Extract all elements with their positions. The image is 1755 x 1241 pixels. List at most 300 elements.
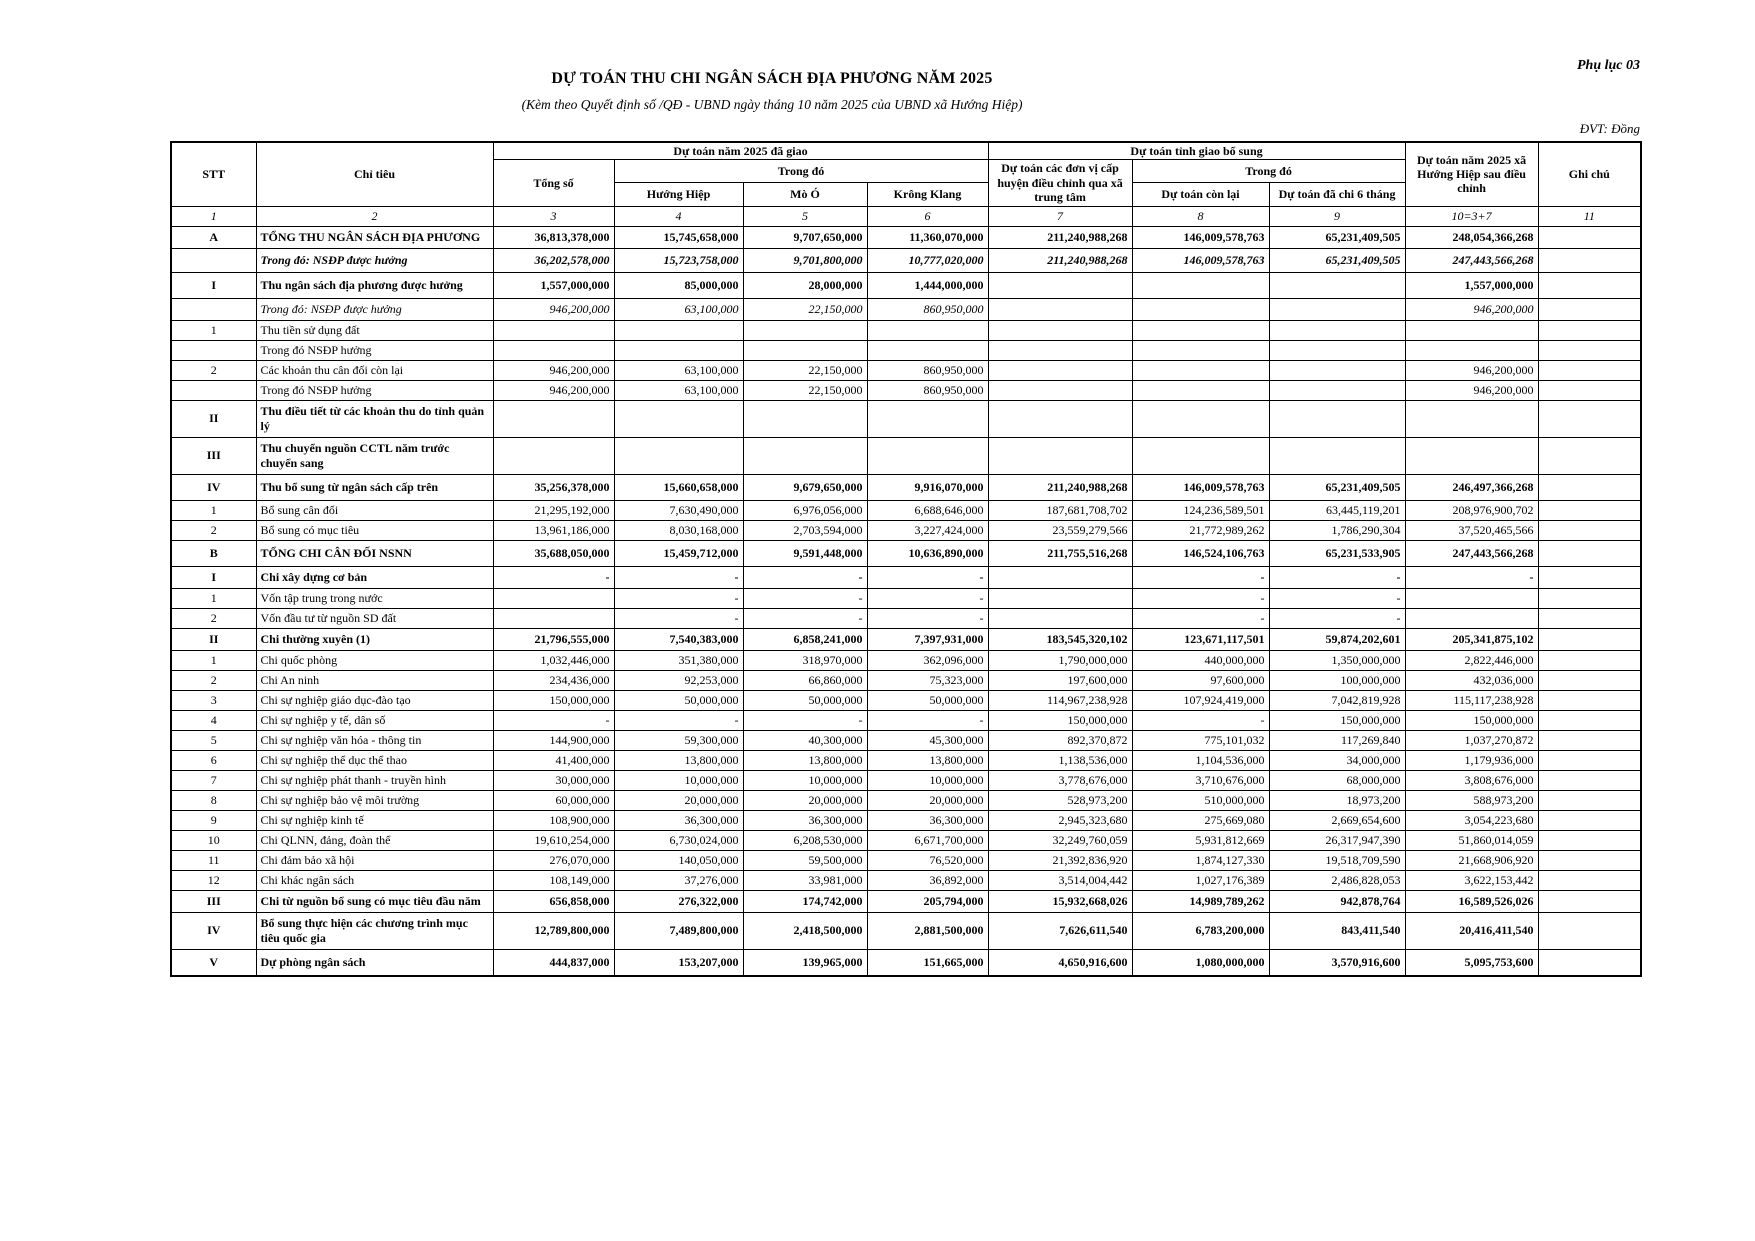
row-value: 9,591,448,000 bbox=[743, 540, 867, 566]
row-value: 108,900,000 bbox=[493, 810, 614, 830]
row-value: 123,671,117,501 bbox=[1132, 628, 1269, 650]
row-value: 32,249,760,059 bbox=[988, 830, 1132, 850]
row-value: 2,945,323,680 bbox=[988, 810, 1132, 830]
row-value bbox=[493, 320, 614, 340]
row-value: 151,665,000 bbox=[867, 949, 988, 976]
budget-table bbox=[170, 141, 1642, 977]
row-stt: IV bbox=[171, 912, 256, 949]
row-note bbox=[1538, 588, 1641, 608]
row-value: 946,200,000 bbox=[1405, 298, 1538, 320]
row-value: 66,860,000 bbox=[743, 670, 867, 690]
row-value bbox=[988, 400, 1132, 437]
column-number: 4 bbox=[614, 206, 743, 226]
row-value: 63,100,000 bbox=[614, 360, 743, 380]
row-value: - bbox=[1132, 608, 1269, 628]
row-value: 946,200,000 bbox=[1405, 360, 1538, 380]
row-value: 946,200,000 bbox=[493, 380, 614, 400]
title-block bbox=[170, 70, 1374, 113]
row-note bbox=[1538, 912, 1641, 949]
column-number: 9 bbox=[1269, 206, 1405, 226]
row-value: - bbox=[743, 608, 867, 628]
row-stt: 2 bbox=[171, 670, 256, 690]
row-value: - bbox=[1269, 608, 1405, 628]
row-value bbox=[988, 380, 1132, 400]
row-stt bbox=[171, 248, 256, 272]
row-value: 1,179,936,000 bbox=[1405, 750, 1538, 770]
row-value: 13,800,000 bbox=[867, 750, 988, 770]
row-value: 65,231,409,505 bbox=[1269, 474, 1405, 500]
row-label: Chi An ninh bbox=[256, 670, 493, 690]
row-value: 1,874,127,330 bbox=[1132, 850, 1269, 870]
table-row bbox=[171, 628, 1641, 650]
row-value: 10,000,000 bbox=[867, 770, 988, 790]
row-value: 10,000,000 bbox=[743, 770, 867, 790]
row-value: 15,745,658,000 bbox=[614, 226, 743, 248]
row-note bbox=[1538, 608, 1641, 628]
row-value: 1,104,536,000 bbox=[1132, 750, 1269, 770]
row-value: 36,300,000 bbox=[867, 810, 988, 830]
table-row bbox=[171, 912, 1641, 949]
row-value bbox=[1269, 380, 1405, 400]
row-note bbox=[1538, 870, 1641, 890]
row-label: Các khoản thu cân đối còn lại bbox=[256, 360, 493, 380]
row-value: 1,557,000,000 bbox=[493, 272, 614, 298]
row-value: 3,808,676,000 bbox=[1405, 770, 1538, 790]
row-value: 276,322,000 bbox=[614, 890, 743, 912]
row-value: 12,789,800,000 bbox=[493, 912, 614, 949]
row-stt: V bbox=[171, 949, 256, 976]
row-value: 51,860,014,059 bbox=[1405, 830, 1538, 850]
row-note bbox=[1538, 474, 1641, 500]
row-stt: B bbox=[171, 540, 256, 566]
row-value: 146,524,106,763 bbox=[1132, 540, 1269, 566]
table-row bbox=[171, 670, 1641, 690]
row-note bbox=[1538, 566, 1641, 588]
row-value: 205,341,875,102 bbox=[1405, 628, 1538, 650]
row-value: 63,100,000 bbox=[614, 380, 743, 400]
row-label: Chi từ nguồn bổ sung có mục tiêu đầu năm bbox=[256, 890, 493, 912]
row-note bbox=[1538, 810, 1641, 830]
row-value: 33,981,000 bbox=[743, 870, 867, 890]
row-value: - bbox=[614, 566, 743, 588]
row-value: 843,411,540 bbox=[1269, 912, 1405, 949]
table-row bbox=[171, 690, 1641, 710]
table-row bbox=[171, 272, 1641, 298]
row-value: 76,520,000 bbox=[867, 850, 988, 870]
column-number: 10=3+7 bbox=[1405, 206, 1538, 226]
row-label: Chi quốc phòng bbox=[256, 650, 493, 670]
row-value: 114,967,238,928 bbox=[988, 690, 1132, 710]
header-da-chi-6thang: Dự toán đã chi 6 tháng bbox=[1269, 183, 1405, 206]
row-stt: 12 bbox=[171, 870, 256, 890]
row-value bbox=[1405, 400, 1538, 437]
row-value: 362,096,000 bbox=[867, 650, 988, 670]
row-note bbox=[1538, 400, 1641, 437]
row-value: 146,009,578,763 bbox=[1132, 474, 1269, 500]
row-value: 1,032,446,000 bbox=[493, 650, 614, 670]
table-row bbox=[171, 790, 1641, 810]
appendix-label: Phụ lục 03 bbox=[1576, 58, 1640, 73]
header-group-bosung: Dự toán tỉnh giao bổ sung bbox=[988, 142, 1405, 160]
row-value: 146,009,578,763 bbox=[1132, 226, 1269, 248]
row-value bbox=[614, 320, 743, 340]
row-value: 15,932,668,026 bbox=[988, 890, 1132, 912]
row-value bbox=[1269, 340, 1405, 360]
row-value: 432,036,000 bbox=[1405, 670, 1538, 690]
row-value: 30,000,000 bbox=[493, 770, 614, 790]
row-value: 2,486,828,053 bbox=[1269, 870, 1405, 890]
row-value: 234,436,000 bbox=[493, 670, 614, 690]
row-value: 6,688,646,000 bbox=[867, 500, 988, 520]
row-label: Chi thường xuyên (1) bbox=[256, 628, 493, 650]
row-value: 150,000,000 bbox=[1405, 710, 1538, 730]
row-stt: 6 bbox=[171, 750, 256, 770]
row-value: 13,961,186,000 bbox=[493, 520, 614, 540]
header-du-toan-con-lai: Dự toán còn lại bbox=[1132, 183, 1269, 206]
row-value: 65,231,409,505 bbox=[1269, 248, 1405, 272]
row-value: 211,755,516,268 bbox=[988, 540, 1132, 566]
row-label: Chi QLNN, đảng, đoàn thể bbox=[256, 830, 493, 850]
row-value: 41,400,000 bbox=[493, 750, 614, 770]
row-label: Bổ sung cân đối bbox=[256, 500, 493, 520]
row-value: 6,730,024,000 bbox=[614, 830, 743, 850]
row-value: - bbox=[614, 710, 743, 730]
row-value: 65,231,409,505 bbox=[1269, 226, 1405, 248]
row-note bbox=[1538, 690, 1641, 710]
row-value: 7,630,490,000 bbox=[614, 500, 743, 520]
row-value bbox=[988, 566, 1132, 588]
page-subtitle: (Kèm theo Quyết định số /QĐ - UBND ngày tháng 10 năm 2025 của UBND xã Hướng Hiệp) bbox=[521, 97, 1023, 112]
row-value bbox=[614, 437, 743, 474]
table-row bbox=[171, 320, 1641, 340]
row-value: 34,000,000 bbox=[1269, 750, 1405, 770]
header-group-given: Dự toán năm 2025 đã giao bbox=[493, 142, 988, 160]
row-value: 6,208,530,000 bbox=[743, 830, 867, 850]
row-value bbox=[988, 340, 1132, 360]
row-note bbox=[1538, 850, 1641, 870]
row-value: 528,973,200 bbox=[988, 790, 1132, 810]
header-mo-o: Mò Ó bbox=[743, 183, 867, 206]
table-row bbox=[171, 850, 1641, 870]
row-value: 59,874,202,601 bbox=[1269, 628, 1405, 650]
row-value: 1,444,000,000 bbox=[867, 272, 988, 298]
row-value bbox=[988, 320, 1132, 340]
row-label: Bổ sung thực hiện các chương trình mục tiêu quốc gia bbox=[256, 912, 493, 949]
row-value: - bbox=[867, 588, 988, 608]
row-value: 50,000,000 bbox=[614, 690, 743, 710]
row-value: 10,636,890,000 bbox=[867, 540, 988, 566]
row-value: 247,443,566,268 bbox=[1405, 248, 1538, 272]
header-krong-klang: Krông Klang bbox=[867, 183, 988, 206]
row-value: 1,080,000,000 bbox=[1132, 949, 1269, 976]
row-value: 20,000,000 bbox=[614, 790, 743, 810]
table-row bbox=[171, 830, 1641, 850]
row-value: 5,095,753,600 bbox=[1405, 949, 1538, 976]
row-stt: 11 bbox=[171, 850, 256, 870]
row-value: 246,497,366,268 bbox=[1405, 474, 1538, 500]
row-stt: IV bbox=[171, 474, 256, 500]
row-value: 153,207,000 bbox=[614, 949, 743, 976]
row-value: 65,231,533,905 bbox=[1269, 540, 1405, 566]
row-stt: 1 bbox=[171, 320, 256, 340]
header-trong-do-2: Trong đó bbox=[1132, 160, 1405, 183]
row-value: 4,650,916,600 bbox=[988, 949, 1132, 976]
row-stt: 2 bbox=[171, 520, 256, 540]
table-row bbox=[171, 730, 1641, 750]
row-value: 36,892,000 bbox=[867, 870, 988, 890]
row-stt: 3 bbox=[171, 690, 256, 710]
row-stt: III bbox=[171, 890, 256, 912]
row-label: Chi sự nghiệp bảo vệ môi trường bbox=[256, 790, 493, 810]
row-value: 36,813,378,000 bbox=[493, 226, 614, 248]
row-value: 6,976,056,000 bbox=[743, 500, 867, 520]
row-value: 59,300,000 bbox=[614, 730, 743, 750]
row-note bbox=[1538, 790, 1641, 810]
row-label: Thu ngân sách địa phương được hưởng bbox=[256, 272, 493, 298]
row-value: 21,796,555,000 bbox=[493, 628, 614, 650]
row-value: 50,000,000 bbox=[867, 690, 988, 710]
row-value: 36,300,000 bbox=[614, 810, 743, 830]
row-value: 21,392,836,920 bbox=[988, 850, 1132, 870]
row-value bbox=[614, 400, 743, 437]
header-sau-dieu-chinh: Dự toán năm 2025 xã Hướng Hiệp sau điều chỉnh bbox=[1405, 142, 1538, 206]
row-value bbox=[1132, 272, 1269, 298]
row-value: 21,668,906,920 bbox=[1405, 850, 1538, 870]
table-row bbox=[171, 298, 1641, 320]
table-row bbox=[171, 890, 1641, 912]
row-note bbox=[1538, 226, 1641, 248]
table-row bbox=[171, 360, 1641, 380]
row-value: 22,150,000 bbox=[743, 360, 867, 380]
row-value: - bbox=[867, 710, 988, 730]
row-value: 775,101,032 bbox=[1132, 730, 1269, 750]
row-value: - bbox=[1132, 710, 1269, 730]
row-value: 7,626,611,540 bbox=[988, 912, 1132, 949]
row-stt: I bbox=[171, 272, 256, 298]
row-label: Thu bổ sung từ ngân sách cấp trên bbox=[256, 474, 493, 500]
row-value bbox=[1132, 340, 1269, 360]
row-label: Trong đó NSĐP hưởng bbox=[256, 380, 493, 400]
row-value: 656,858,000 bbox=[493, 890, 614, 912]
column-number: 3 bbox=[493, 206, 614, 226]
row-value: 20,416,411,540 bbox=[1405, 912, 1538, 949]
row-value: 60,000,000 bbox=[493, 790, 614, 810]
row-value: 3,710,676,000 bbox=[1132, 770, 1269, 790]
row-value: 211,240,988,268 bbox=[988, 248, 1132, 272]
row-value bbox=[1132, 380, 1269, 400]
row-value: 21,295,192,000 bbox=[493, 500, 614, 520]
row-value: - bbox=[1132, 566, 1269, 588]
table-row bbox=[171, 340, 1641, 360]
row-value: 150,000,000 bbox=[988, 710, 1132, 730]
row-value bbox=[743, 400, 867, 437]
row-note bbox=[1538, 320, 1641, 340]
table-row bbox=[171, 437, 1641, 474]
row-stt bbox=[171, 298, 256, 320]
table-row bbox=[171, 520, 1641, 540]
row-value: 2,881,500,000 bbox=[867, 912, 988, 949]
row-value: 107,924,419,000 bbox=[1132, 690, 1269, 710]
row-value bbox=[743, 320, 867, 340]
column-number: 7 bbox=[988, 206, 1132, 226]
header-tong-so: Tổng số bbox=[493, 160, 614, 206]
row-value bbox=[1269, 320, 1405, 340]
row-value: 10,777,020,000 bbox=[867, 248, 988, 272]
row-note bbox=[1538, 670, 1641, 690]
row-value bbox=[743, 437, 867, 474]
row-value bbox=[867, 437, 988, 474]
row-value: 6,783,200,000 bbox=[1132, 912, 1269, 949]
row-stt: 8 bbox=[171, 790, 256, 810]
row-stt: A bbox=[171, 226, 256, 248]
row-value: 63,445,119,201 bbox=[1269, 500, 1405, 520]
row-value bbox=[1132, 320, 1269, 340]
column-number: 1 bbox=[171, 206, 256, 226]
page-title: DỰ TOÁN THU CHI NGÂN SÁCH ĐỊA PHƯƠNG NĂM 2025 bbox=[551, 70, 993, 87]
table-row bbox=[171, 650, 1641, 670]
row-value bbox=[743, 340, 867, 360]
row-stt: I bbox=[171, 566, 256, 588]
row-label: Vốn tập trung trong nước bbox=[256, 588, 493, 608]
row-value: 50,000,000 bbox=[743, 690, 867, 710]
row-value: 1,786,290,304 bbox=[1269, 520, 1405, 540]
row-note bbox=[1538, 710, 1641, 730]
column-number: 2 bbox=[256, 206, 493, 226]
table-row bbox=[171, 400, 1641, 437]
row-value: - bbox=[614, 608, 743, 628]
row-value: 16,589,526,026 bbox=[1405, 890, 1538, 912]
row-stt: 1 bbox=[171, 588, 256, 608]
row-value: 1,138,536,000 bbox=[988, 750, 1132, 770]
table-row bbox=[171, 810, 1641, 830]
row-label: Trong đó NSĐP hưởng bbox=[256, 340, 493, 360]
row-label: Chi sự nghiệp phát thanh - truyền hình bbox=[256, 770, 493, 790]
row-value: 11,360,070,000 bbox=[867, 226, 988, 248]
header-ghi-chu: Ghi chú bbox=[1538, 142, 1641, 206]
row-value bbox=[493, 588, 614, 608]
row-value bbox=[1269, 400, 1405, 437]
row-value: 860,950,000 bbox=[867, 298, 988, 320]
row-value: 7,489,800,000 bbox=[614, 912, 743, 949]
row-value: 3,054,223,680 bbox=[1405, 810, 1538, 830]
table-row bbox=[171, 770, 1641, 790]
row-value: - bbox=[867, 566, 988, 588]
row-value bbox=[988, 272, 1132, 298]
row-stt: 1 bbox=[171, 650, 256, 670]
row-value bbox=[1405, 340, 1538, 360]
row-value: - bbox=[1405, 566, 1538, 588]
row-label: Chi sự nghiệp văn hóa - thông tin bbox=[256, 730, 493, 750]
row-label: Thu chuyển nguồn CCTL năm trước chuyển sang bbox=[256, 437, 493, 474]
row-value: 5,931,812,669 bbox=[1132, 830, 1269, 850]
row-value bbox=[988, 588, 1132, 608]
row-label: Chi xây dựng cơ bản bbox=[256, 566, 493, 588]
row-value: 20,000,000 bbox=[743, 790, 867, 810]
row-value bbox=[1132, 298, 1269, 320]
row-value bbox=[1132, 400, 1269, 437]
row-note bbox=[1538, 298, 1641, 320]
row-value: 2,418,500,000 bbox=[743, 912, 867, 949]
row-value: 8,030,168,000 bbox=[614, 520, 743, 540]
row-stt: III bbox=[171, 437, 256, 474]
row-note bbox=[1538, 540, 1641, 566]
row-value: 7,540,383,000 bbox=[614, 628, 743, 650]
row-note bbox=[1538, 437, 1641, 474]
row-value: 248,054,366,268 bbox=[1405, 226, 1538, 248]
row-value: 63,100,000 bbox=[614, 298, 743, 320]
row-value: 36,300,000 bbox=[743, 810, 867, 830]
row-value: 75,323,000 bbox=[867, 670, 988, 690]
row-value: 45,300,000 bbox=[867, 730, 988, 750]
row-value bbox=[867, 400, 988, 437]
row-value: 115,117,238,928 bbox=[1405, 690, 1538, 710]
row-value: 3,514,004,442 bbox=[988, 870, 1132, 890]
row-note bbox=[1538, 650, 1641, 670]
row-value bbox=[988, 298, 1132, 320]
row-value: 97,600,000 bbox=[1132, 670, 1269, 690]
table-row bbox=[171, 608, 1641, 628]
row-value: 13,800,000 bbox=[614, 750, 743, 770]
row-value: 9,679,650,000 bbox=[743, 474, 867, 500]
row-value: 1,037,270,872 bbox=[1405, 730, 1538, 750]
row-value bbox=[493, 608, 614, 628]
row-note bbox=[1538, 272, 1641, 298]
row-value: 21,772,989,262 bbox=[1132, 520, 1269, 540]
row-value bbox=[988, 437, 1132, 474]
table-row bbox=[171, 500, 1641, 520]
row-value: 2,822,446,000 bbox=[1405, 650, 1538, 670]
header-trong-do-1: Trong đó bbox=[614, 160, 988, 183]
row-value: 15,660,658,000 bbox=[614, 474, 743, 500]
row-value bbox=[867, 320, 988, 340]
row-value: - bbox=[867, 608, 988, 628]
row-value: 150,000,000 bbox=[493, 690, 614, 710]
table-row bbox=[171, 540, 1641, 566]
table-header bbox=[171, 142, 1641, 226]
row-note bbox=[1538, 628, 1641, 650]
table-row bbox=[171, 949, 1641, 976]
row-note bbox=[1538, 949, 1641, 976]
row-label: TỔNG THU NGÂN SÁCH ĐỊA PHƯƠNG bbox=[256, 226, 493, 248]
row-value: 144,900,000 bbox=[493, 730, 614, 750]
table-row bbox=[171, 588, 1641, 608]
row-value: 108,149,000 bbox=[493, 870, 614, 890]
row-value bbox=[1405, 320, 1538, 340]
row-value: 3,778,676,000 bbox=[988, 770, 1132, 790]
row-value: 860,950,000 bbox=[867, 380, 988, 400]
row-value: 1,790,000,000 bbox=[988, 650, 1132, 670]
unit-label: ĐVT: Đồng bbox=[1579, 121, 1640, 136]
row-value: 13,800,000 bbox=[743, 750, 867, 770]
row-value bbox=[493, 437, 614, 474]
row-note bbox=[1538, 730, 1641, 750]
row-label: Chi sự nghiệp thể dục thể thao bbox=[256, 750, 493, 770]
row-value: 14,989,789,262 bbox=[1132, 890, 1269, 912]
column-number: 6 bbox=[867, 206, 988, 226]
column-number-row bbox=[171, 206, 1641, 226]
row-stt: 7 bbox=[171, 770, 256, 790]
row-value: 9,701,800,000 bbox=[743, 248, 867, 272]
row-stt: II bbox=[171, 400, 256, 437]
row-value bbox=[1132, 437, 1269, 474]
row-value bbox=[1269, 360, 1405, 380]
row-value bbox=[1269, 437, 1405, 474]
row-value: - bbox=[614, 588, 743, 608]
table-row bbox=[171, 248, 1641, 272]
row-value: - bbox=[743, 710, 867, 730]
table-row bbox=[171, 870, 1641, 890]
row-value: 23,559,279,566 bbox=[988, 520, 1132, 540]
